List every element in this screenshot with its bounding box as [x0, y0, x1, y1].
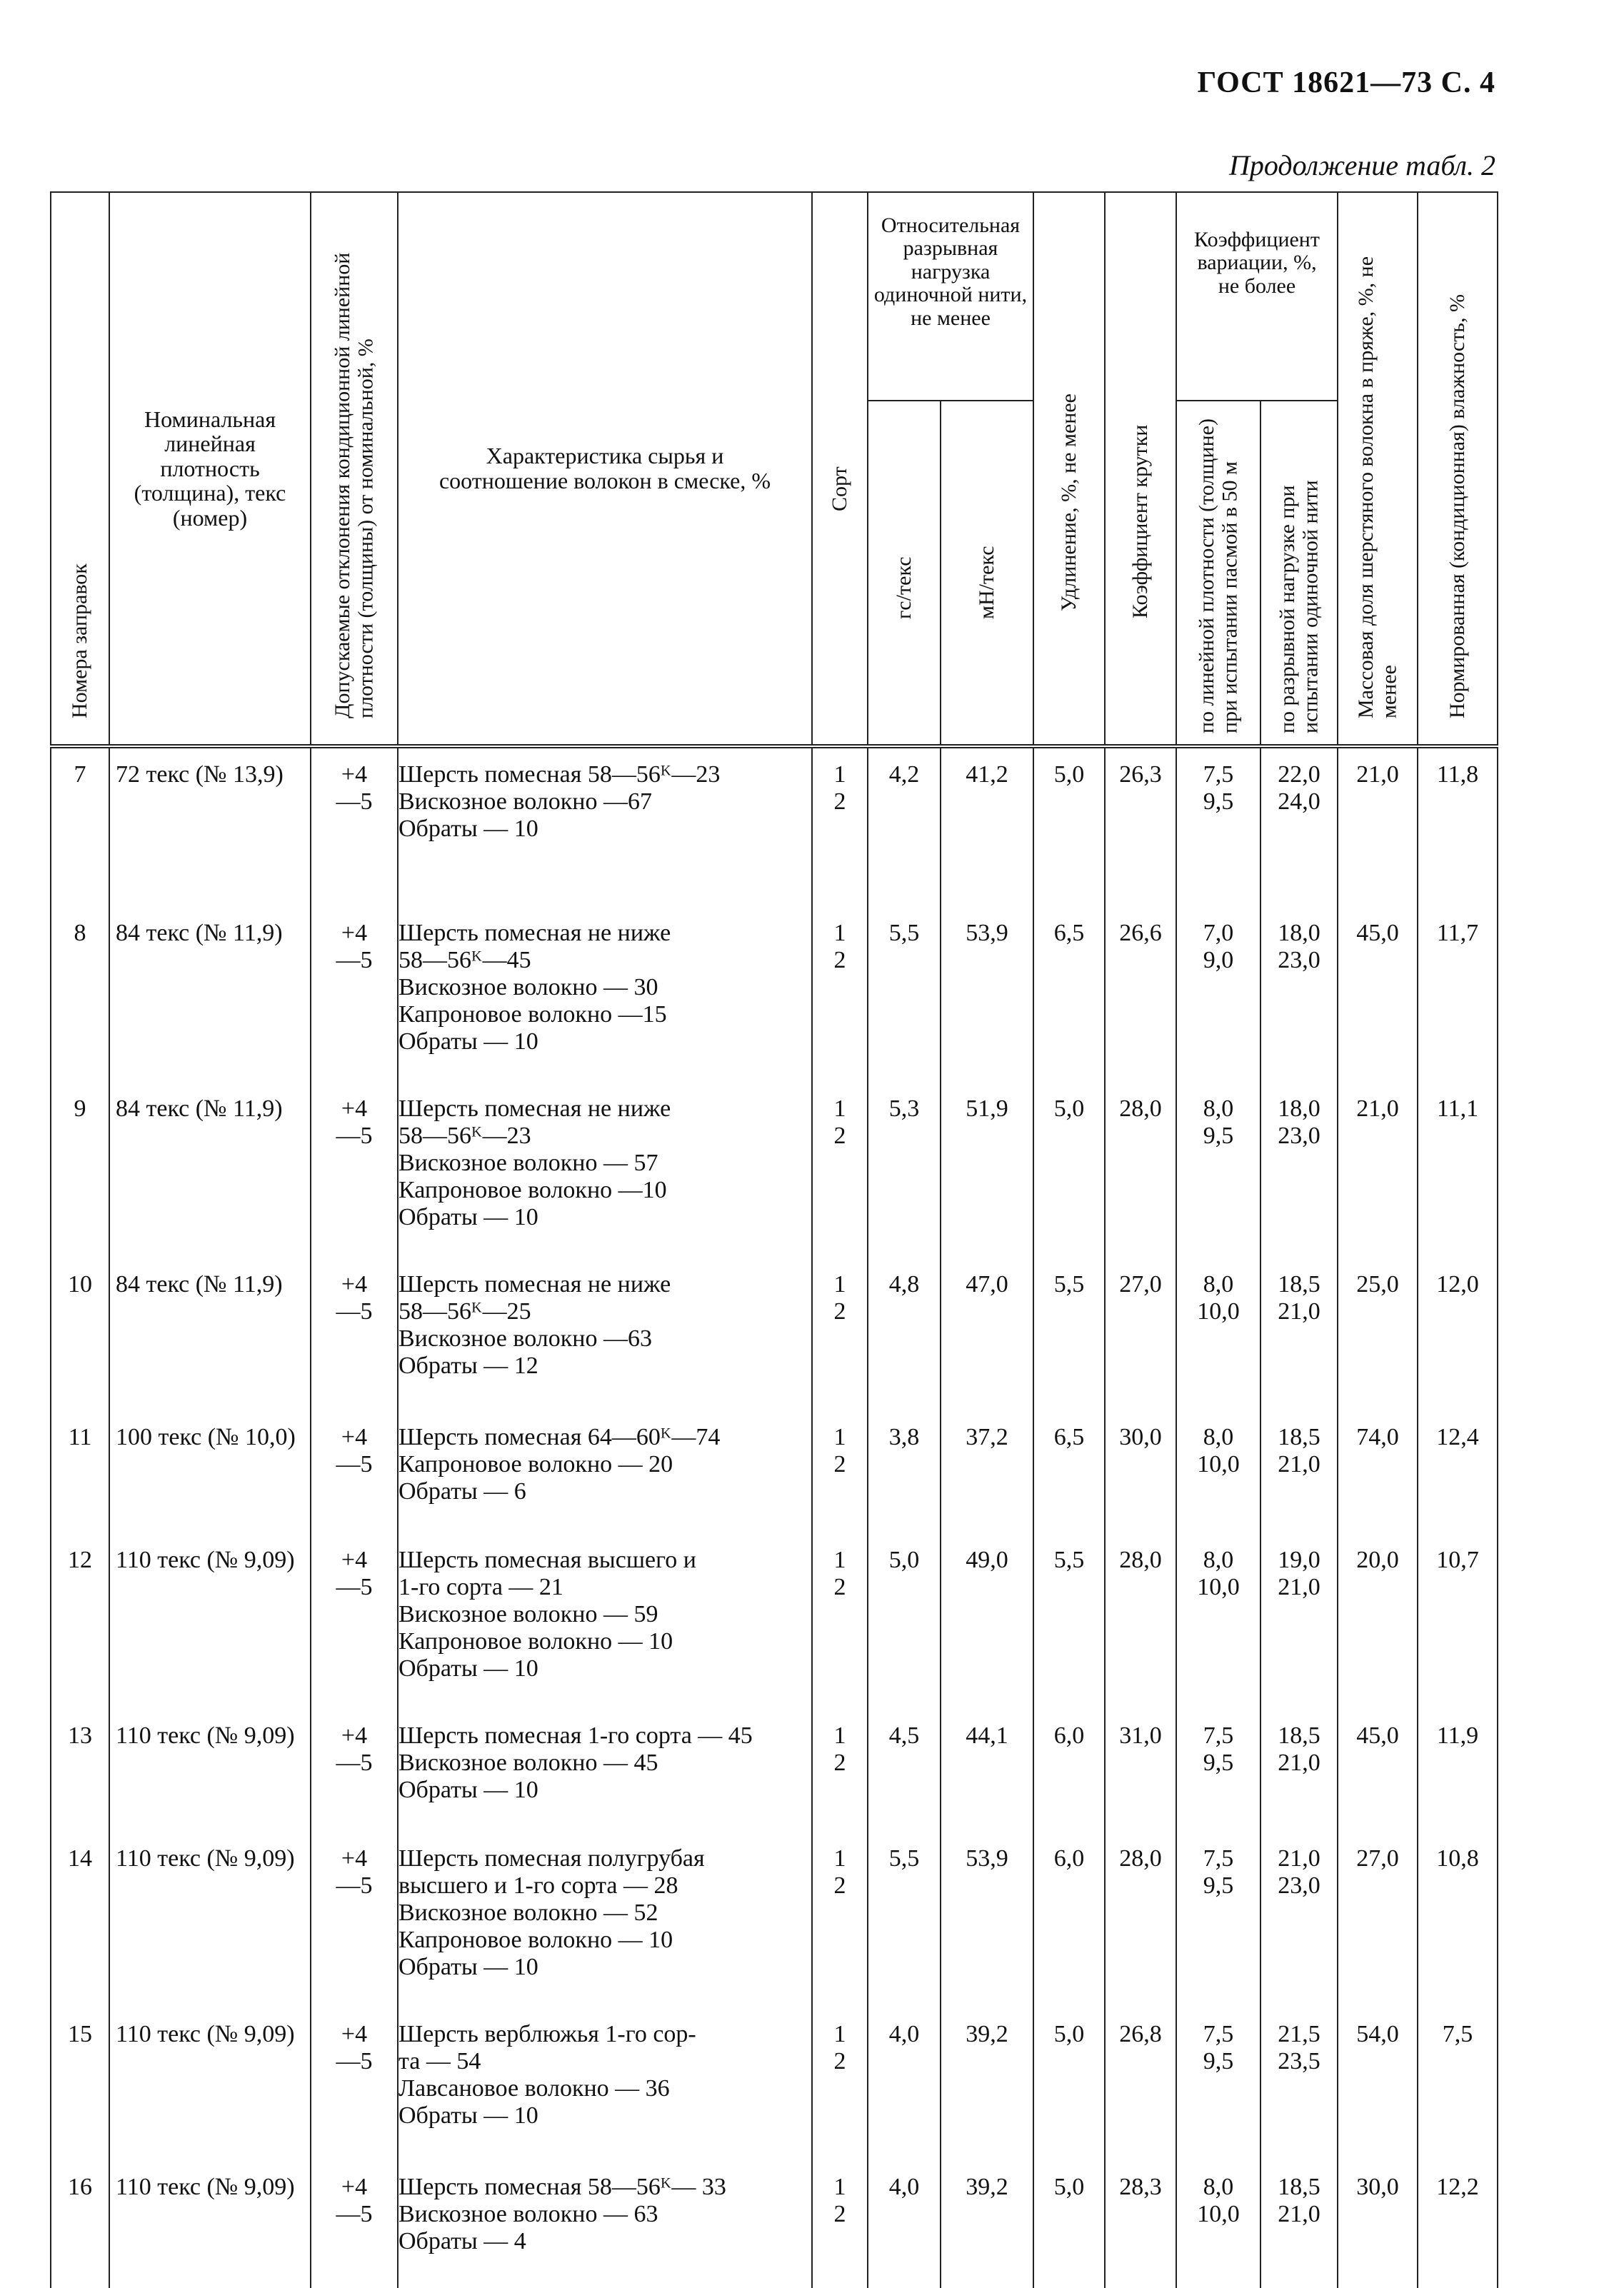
row-twist: 31,0	[1105, 1710, 1176, 1832]
row-moisture: 12,2	[1418, 2161, 1498, 2288]
row-load-gs: 5,3	[868, 1083, 941, 1258]
row-twist: 28,0	[1105, 1832, 1176, 2008]
composition-line: Вискозное волокно —63	[399, 1325, 652, 1353]
row-moisture: 10,8	[1418, 1832, 1498, 2008]
row-grade: 1 2	[812, 2008, 868, 2161]
table-row	[51, 1083, 1498, 1258]
row-cv-density: 7,5 9,5	[1176, 2008, 1260, 2161]
composition-line: Обраты — 10	[399, 1204, 538, 1231]
row-composition	[398, 1534, 812, 1710]
row-moisture: 11,1	[1418, 1083, 1498, 1258]
row-elongation: 5,0	[1033, 2008, 1105, 2161]
row-cv-density: 7,5 9,5	[1176, 746, 1260, 907]
row-elongation: 5,0	[1033, 2161, 1105, 2288]
col-header-moisture: Нормированная (кондиционная) влажность, %	[1418, 192, 1498, 746]
row-wool-share: 45,0	[1338, 1710, 1418, 1832]
page-header: ГОСТ 18621—73 С. 4	[1197, 66, 1495, 99]
row-elongation: 6,0	[1033, 1832, 1105, 2008]
row-cv-load: 22,0 24,0	[1260, 746, 1338, 907]
row-load-mn: 47,0	[941, 1258, 1033, 1411]
col-header-cv-density: по линейной плотности (толщине) при испытании пасмой в 50 м	[1176, 401, 1260, 746]
col-header-wool-share: Массовая доля шерстяного волокна в пряже, %, не менее	[1338, 192, 1418, 746]
row-load-gs: 4,0	[868, 2008, 941, 2161]
table-row	[51, 1534, 1498, 1710]
row-load-mn: 39,2	[941, 2008, 1033, 2161]
row-density: 84 текс (№ 11,9)	[109, 1083, 311, 1258]
row-grade: 1 2	[812, 1832, 868, 2008]
row-composition	[398, 2161, 812, 2288]
row-moisture: 11,7	[1418, 907, 1498, 1083]
row-deviation: +4 —5	[311, 1083, 398, 1258]
row-density: 110 текс (№ 9,09)	[109, 1534, 311, 1710]
table-row	[51, 746, 1498, 907]
table-row	[51, 907, 1498, 1083]
table-row	[51, 1710, 1498, 1832]
col-header-grade: Сорт	[812, 192, 868, 746]
row-wool-share: 54,0	[1338, 2008, 1418, 2161]
composition-line: Капроновое волокно — 10	[399, 1927, 673, 1954]
table-row	[51, 1832, 1498, 2008]
row-number: 8	[51, 907, 109, 1083]
composition-line: Вискозное волокно — 30	[399, 974, 658, 1001]
row-grade: 1 2	[812, 1258, 868, 1411]
row-deviation: +4 —5	[311, 1411, 398, 1534]
row-elongation: 5,5	[1033, 1534, 1105, 1710]
row-twist: 27,0	[1105, 1258, 1176, 1411]
composition-line: Вискозное волокно — 63	[399, 2201, 658, 2228]
composition-line: Шерсть помесная полугрубая	[399, 1845, 705, 1872]
row-twist: 30,0	[1105, 1411, 1176, 1534]
row-deviation: +4 —5	[311, 1710, 398, 1832]
composition-line: Вискозное волокно —67	[399, 788, 652, 816]
row-cv-load: 18,0 23,0	[1260, 907, 1338, 1083]
row-number: 11	[51, 1411, 109, 1534]
row-moisture: 12,0	[1418, 1258, 1498, 1411]
row-twist: 26,3	[1105, 746, 1176, 907]
row-moisture: 12,4	[1418, 1411, 1498, 1534]
row-cv-load: 18,5 21,0	[1260, 1710, 1338, 1832]
row-load-gs: 5,5	[868, 1832, 941, 2008]
composition-line: Обраты — 12	[399, 1353, 538, 1380]
row-wool-share: 30,0	[1338, 2161, 1418, 2288]
row-wool-share: 27,0	[1338, 1832, 1418, 2008]
row-grade: 1 2	[812, 907, 868, 1083]
composition-line: 58—56ᴷ—45	[399, 947, 531, 974]
row-composition	[398, 746, 812, 907]
row-number: 12	[51, 1534, 109, 1710]
row-cv-load: 21,5 23,5	[1260, 2008, 1338, 2161]
composition-line: Шерсть помесная 1-го сорта — 45	[399, 1722, 753, 1749]
row-load-mn: 51,9	[941, 1083, 1033, 1258]
row-twist: 28,3	[1105, 2161, 1176, 2288]
row-moisture: 11,8	[1418, 746, 1498, 907]
row-number: 9	[51, 1083, 109, 1258]
composition-line: Капроновое волокно — 10	[399, 1628, 673, 1655]
row-wool-share: 45,0	[1338, 907, 1418, 1083]
composition-line: Обраты — 6	[399, 1478, 526, 1505]
row-wool-share: 21,0	[1338, 746, 1418, 907]
col-header-load-mn: мН/текс	[941, 401, 1033, 746]
row-grade: 1 2	[812, 1534, 868, 1710]
row-twist: 28,0	[1105, 1534, 1176, 1710]
composition-line: Обраты — 10	[399, 2102, 538, 2129]
col-header-load-group: Относительная разрывная нагрузка одиночной нити, не менее	[868, 192, 1033, 401]
row-cv-density: 8,0 10,0	[1176, 1411, 1260, 1534]
composition-line: Вискозное волокно — 52	[399, 1900, 658, 1927]
row-composition	[398, 1710, 812, 1832]
row-wool-share: 21,0	[1338, 1083, 1418, 1258]
row-density: 110 текс (№ 9,09)	[109, 1832, 311, 2008]
row-load-gs: 4,8	[868, 1258, 941, 1411]
row-cv-load: 18,5 21,0	[1260, 2161, 1338, 2288]
row-elongation: 6,5	[1033, 907, 1105, 1083]
row-load-mn: 53,9	[941, 907, 1033, 1083]
col-header-cv-group: Коэффициент вариации, %, не более	[1176, 192, 1338, 401]
composition-line: 58—56ᴷ—25	[399, 1298, 531, 1325]
table-row	[51, 2008, 1498, 2161]
row-grade: 1 2	[812, 1411, 868, 1534]
row-grade: 1 2	[812, 1710, 868, 1832]
row-cv-load: 18,0 23,0	[1260, 1083, 1338, 1258]
row-load-gs: 4,5	[868, 1710, 941, 1832]
row-cv-load: 18,5 21,0	[1260, 1258, 1338, 1411]
table-row	[51, 1411, 1498, 1534]
row-composition	[398, 1832, 812, 2008]
composition-line: Шерсть помесная не ниже	[399, 1095, 671, 1122]
row-load-gs: 5,5	[868, 907, 941, 1083]
row-composition	[398, 1083, 812, 1258]
row-cv-density: 7,5 9,5	[1176, 1832, 1260, 2008]
composition-line: Шерсть помесная 64—60ᴷ—74	[399, 1424, 721, 1450]
col-header-cv-load: по разрывной нагрузке при испытании одиночной нити	[1260, 401, 1338, 746]
col-header-composition: Характеристика сырья и соотношение волокон в смеске, %	[398, 192, 812, 746]
col-header-density: Номинальная линейная плотность (толщина), текс (номер)	[109, 192, 311, 746]
row-load-mn: 37,2	[941, 1411, 1033, 1534]
row-number: 7	[51, 746, 109, 907]
row-moisture: 7,5	[1418, 2008, 1498, 2161]
row-load-gs: 4,2	[868, 746, 941, 907]
row-density: 110 текс (№ 9,09)	[109, 2008, 311, 2161]
row-deviation: +4 —5	[311, 746, 398, 907]
composition-line: Шерсть помесная не ниже	[399, 920, 671, 946]
row-load-mn: 44,1	[941, 1710, 1033, 1832]
row-deviation: +4 —5	[311, 907, 398, 1083]
row-elongation: 5,0	[1033, 746, 1105, 907]
composition-line: Обраты — 10	[399, 1028, 538, 1055]
row-composition	[398, 2008, 812, 2161]
composition-line: 58—56ᴷ—23	[399, 1123, 531, 1150]
row-moisture: 11,9	[1418, 1710, 1498, 1832]
row-cv-load: 21,0 23,0	[1260, 1832, 1338, 2008]
row-cv-density: 8,0 10,0	[1176, 1534, 1260, 1710]
composition-line: Обраты — 4	[399, 2228, 526, 2255]
row-load-mn: 39,2	[941, 2161, 1033, 2288]
row-load-mn: 41,2	[941, 746, 1033, 907]
composition-line: Шерсть помесная не ниже	[399, 1271, 671, 1298]
row-cv-density: 8,0 9,5	[1176, 1083, 1260, 1258]
table-row	[51, 1258, 1498, 1411]
row-number: 13	[51, 1710, 109, 1832]
composition-line: Шерсть помесная 58—56ᴷ—23	[399, 761, 721, 788]
row-cv-load: 19,0 21,0	[1260, 1534, 1338, 1710]
row-load-mn: 49,0	[941, 1534, 1033, 1710]
composition-line: Вискозное волокно — 59	[399, 1601, 658, 1628]
row-elongation: 6,5	[1033, 1411, 1105, 1534]
col-header-deviation: Допускаемые отклонения кондиционной линейной плотности (толщины) от номинальной, %	[311, 192, 398, 746]
row-load-gs: 5,0	[868, 1534, 941, 1710]
row-density: 110 текс (№ 9,09)	[109, 1710, 311, 1832]
row-wool-share: 74,0	[1338, 1411, 1418, 1534]
composition-line: Вискозное волокно — 45	[399, 1750, 658, 1777]
row-twist: 26,8	[1105, 2008, 1176, 2161]
row-cv-density: 8,0 10,0	[1176, 1258, 1260, 1411]
row-cv-load: 18,5 21,0	[1260, 1411, 1338, 1534]
col-header-twist: Коэффициент крутки	[1105, 192, 1176, 746]
row-elongation: 5,0	[1033, 1083, 1105, 1258]
col-header-elongation: Удлинение, %, не менее	[1033, 192, 1105, 746]
composition-line: Капроновое волокно — 20	[399, 1451, 673, 1478]
row-twist: 26,6	[1105, 907, 1176, 1083]
row-grade: 1 2	[812, 746, 868, 907]
row-composition	[398, 907, 812, 1083]
spec-table	[50, 191, 1498, 2288]
row-density: 84 текс (№ 11,9)	[109, 1258, 311, 1411]
composition-line: высшего и 1-го сорта — 28	[399, 1872, 678, 1900]
composition-line: Шерсть помесная высшего и	[399, 1547, 696, 1573]
row-cv-density: 7,5 9,5	[1176, 1710, 1260, 1832]
composition-line: Шерсть помесная 58—56ᴷ— 33	[399, 2174, 726, 2200]
row-load-mn: 53,9	[941, 1832, 1033, 2008]
table-continuation-label: Продолжение табл. 2	[1228, 149, 1495, 181]
composition-line: та — 54	[399, 2048, 481, 2075]
row-number: 16	[51, 2161, 109, 2288]
row-load-gs: 4,0	[868, 2161, 941, 2288]
row-grade: 1 2	[812, 1083, 868, 1258]
row-grade: 1 2	[812, 2161, 868, 2288]
composition-line: Обраты — 10	[399, 1777, 538, 1804]
row-number: 14	[51, 1832, 109, 2008]
row-load-gs: 3,8	[868, 1411, 941, 1534]
col-header-num: Номера заправок	[51, 192, 109, 746]
composition-line: Капроновое волокно —15	[399, 1001, 667, 1028]
col-header-load-gs: гс/текс	[868, 401, 941, 746]
row-wool-share: 25,0	[1338, 1258, 1418, 1411]
row-deviation: +4 —5	[311, 2161, 398, 2288]
composition-line: Обраты — 10	[399, 816, 538, 843]
composition-line: Обраты — 10	[399, 1954, 538, 1981]
row-density: 110 текс (№ 9,09)	[109, 2161, 311, 2288]
row-elongation: 6,0	[1033, 1710, 1105, 1832]
row-number: 10	[51, 1258, 109, 1411]
row-deviation: +4 —5	[311, 1534, 398, 1710]
row-cv-density: 7,0 9,0	[1176, 907, 1260, 1083]
composition-line: 1-го сорта — 21	[399, 1574, 563, 1601]
row-twist: 28,0	[1105, 1083, 1176, 1258]
composition-line: Вискозное волокно — 57	[399, 1150, 658, 1177]
row-density: 84 текс (№ 11,9)	[109, 907, 311, 1083]
row-deviation: +4 —5	[311, 2008, 398, 2161]
row-elongation: 5,5	[1033, 1258, 1105, 1411]
row-number: 15	[51, 2008, 109, 2161]
row-composition	[398, 1258, 812, 1411]
row-composition	[398, 1411, 812, 1534]
composition-line: Капроновое волокно —10	[399, 1177, 667, 1204]
composition-line: Обраты — 10	[399, 1655, 538, 1682]
row-deviation: +4 —5	[311, 1832, 398, 2008]
row-density: 72 текс (№ 13,9)	[109, 746, 311, 907]
composition-line: Шерсть верблюжья 1-го сор-	[399, 2021, 696, 2047]
table-row	[51, 2161, 1498, 2288]
row-density: 100 текс (№ 10,0)	[109, 1411, 311, 1534]
row-deviation: +4 —5	[311, 1258, 398, 1411]
row-wool-share: 20,0	[1338, 1534, 1418, 1710]
composition-line: Лавсановое волокно — 36	[399, 2075, 670, 2102]
row-cv-density: 8,0 10,0	[1176, 2161, 1260, 2288]
row-moisture: 10,7	[1418, 1534, 1498, 1710]
